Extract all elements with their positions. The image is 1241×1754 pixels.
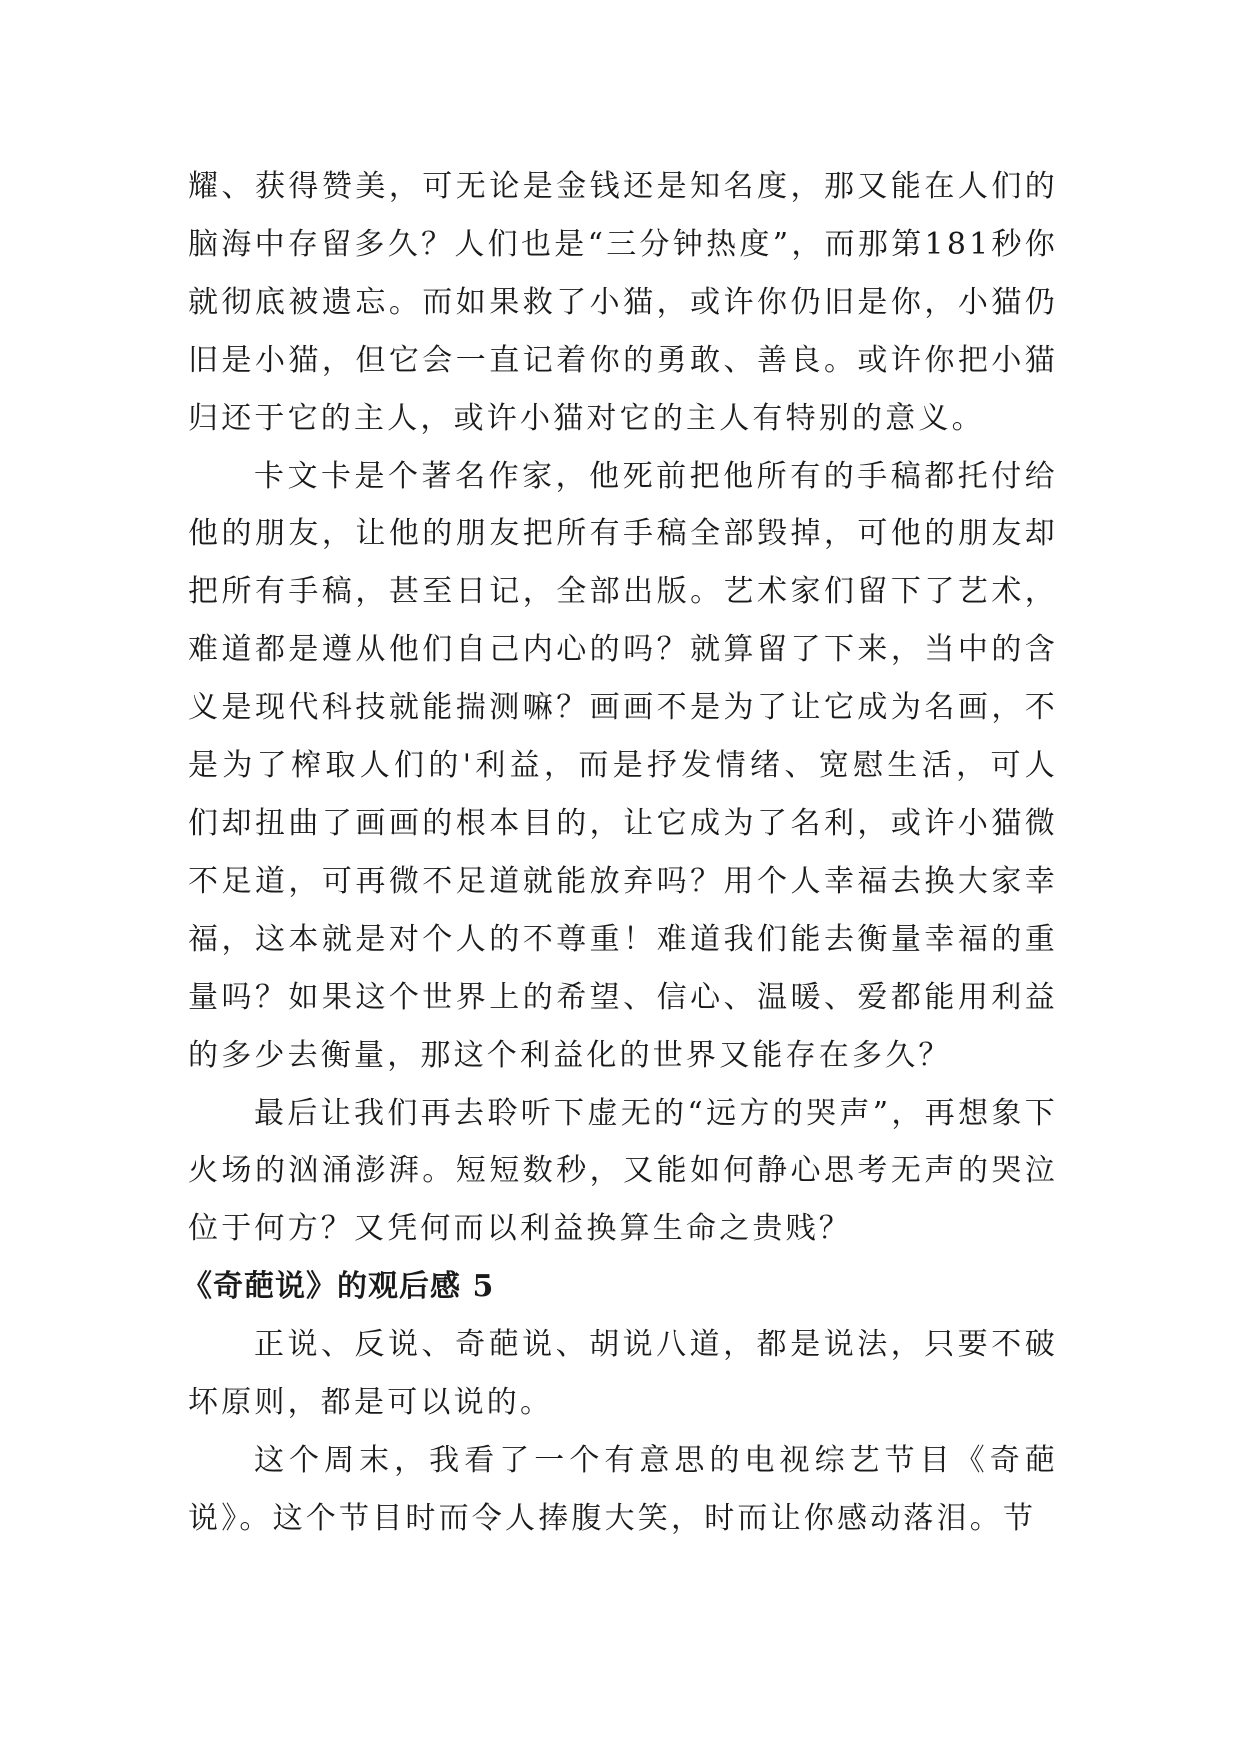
paragraph-weekend-show: 这个周末，我看了一个有意思的电视综艺节目《奇葩说》。这个节目时而令人捧腹大笑，时而让你感动落泪。节 <box>188 1442 1058 1536</box>
document-body <box>182 158 1058 1548</box>
paragraph-distant-cry: 最后让我们再去聆听下虚无的“远方的哭声”，再想象下火场的汹涌澎湃。短短数秒，又能如何静心思考无声的哭泣位于何方？又凭何而以利益换算生命之贵贱？ <box>188 1095 1058 1247</box>
paragraph-cat-memory: 耀、获得赞美，可无论是金钱还是知名度，那又能在人们的脑海中存留多久？人们也是“三分钟热度”，而那第181秒你就彻底被遗忘。而如果救了小猫，或许你仍旧是你，小猫仍旧是小猫，但它会一直记着你的勇敢、善良。或许你把小猫归还于它的主人，或许小猫对它的主人有特别的意义。 <box>188 169 1058 436</box>
paragraph-kafka-manuscripts: 卡文卡是个著名作家，他死前把他所有的手稿都托付给他的朋友，让他的朋友把所有手稿全部毁掉，可他的朋友却把所有手稿，甚至日记，全部出版。艺术家们留下了艺术，难道都是遵从他们自己内心的吗？就算留了下来，当中的含义是现代科技就能揣测嘛？画画不是为了让它成为名画，不是为了榨取人们的'利益，而是抒发情绪、宽慰生活，可人们却扭曲了画画的根本目的，让它成为了名利，或许小猫微不足道，可再微不足道就能放弃吗？用个人幸福去换大家幸福，这本就是对个人的不尊重！难道我们能去衡量幸福的重量吗？如果这个世界上的希望、信心、温暖、爱都能用利益的多少去衡量，那这个利益化的世界又能存在多久？ <box>188 458 1058 1073</box>
section-heading: 《奇葩说》的观后感 5 <box>182 1269 495 1305</box>
paragraph-ways-of-speaking: 正说、反说、奇葩说、胡说八道，都是说法，只要不破坏原则，都是可以说的。 <box>188 1327 1058 1421</box>
